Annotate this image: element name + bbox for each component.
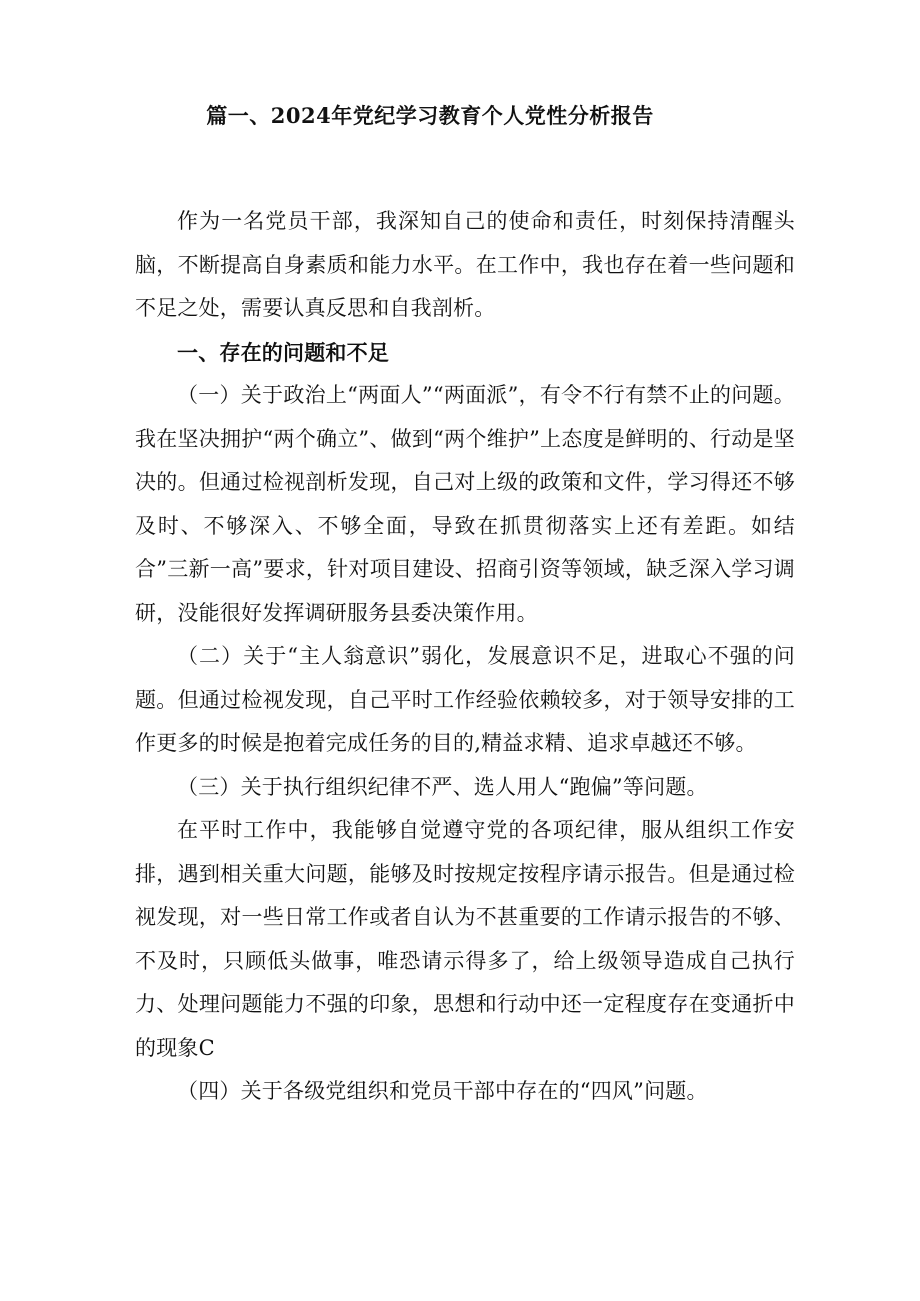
document-body xyxy=(135,200,795,1114)
paragraph-point-3-body: 在平时工作中，我能够自觉遵守党的各项纪律，服从组织工作安排，遇到相关重大问题，能够及时按规定按程序请示报告。但是通过检视发现，对一些日常工作或者自认为不甚重要的工作请示报告的不够、不及时，只顾低头做事，唯恐请示得多了，给上级领导造成自己执行力、处理问题能力不强的印象，思想和行动中还一定程度存在变通折中的现象C xyxy=(135,818,795,1060)
paragraph-intro: 作为一名党员干部，我深知自己的使命和责任，时刻保持清醒头脑，不断提高自身素质和能力水平。在工作中，我也存在着一些问题和不足之处，需要认真反思和自我剖析。 xyxy=(135,209,795,320)
paragraph-point-1: （一）关于政治上“两面人”“两面派”，有令不行有禁不止的问题。我在坚决拥护“两个确立”、做到“两个维护”上态度是鲜明的、行动是坚决的。但通过检视剖析发现，自己对上级的政策和文件，学习得还不够及时、不够深入、不够全面，导致在抓贯彻落实上还有差距。如结合”三新一高”要求，针对项目建设、招商引资等领域，缺乏深入学习调研，没能很好发挥调研服务县委决策作用。 xyxy=(135,383,795,625)
paragraph-point-4-heading: （四）关于各级党组织和党员干部中存在的“四风”问题。 xyxy=(177,1079,708,1103)
paragraph-point-3-heading: （三）关于执行组织纪律不严、选人用人“跑偏”等问题。 xyxy=(177,774,708,799)
paragraph-point-2: （二）关于“主人翁意识”弱化，发展意识不足，进取心不强的问题。但通过检视发现，自己平时工作经验依赖较多，对于领导安排的工作更多的时候是抱着完成任务的目的,精益求精、追求卓越还不够。 xyxy=(135,644,795,755)
document-title: 篇一、2024年党纪学习教育个人党性分析报告 xyxy=(206,103,654,128)
section-heading-problems: 一、存在的问题和不足 xyxy=(177,339,389,365)
